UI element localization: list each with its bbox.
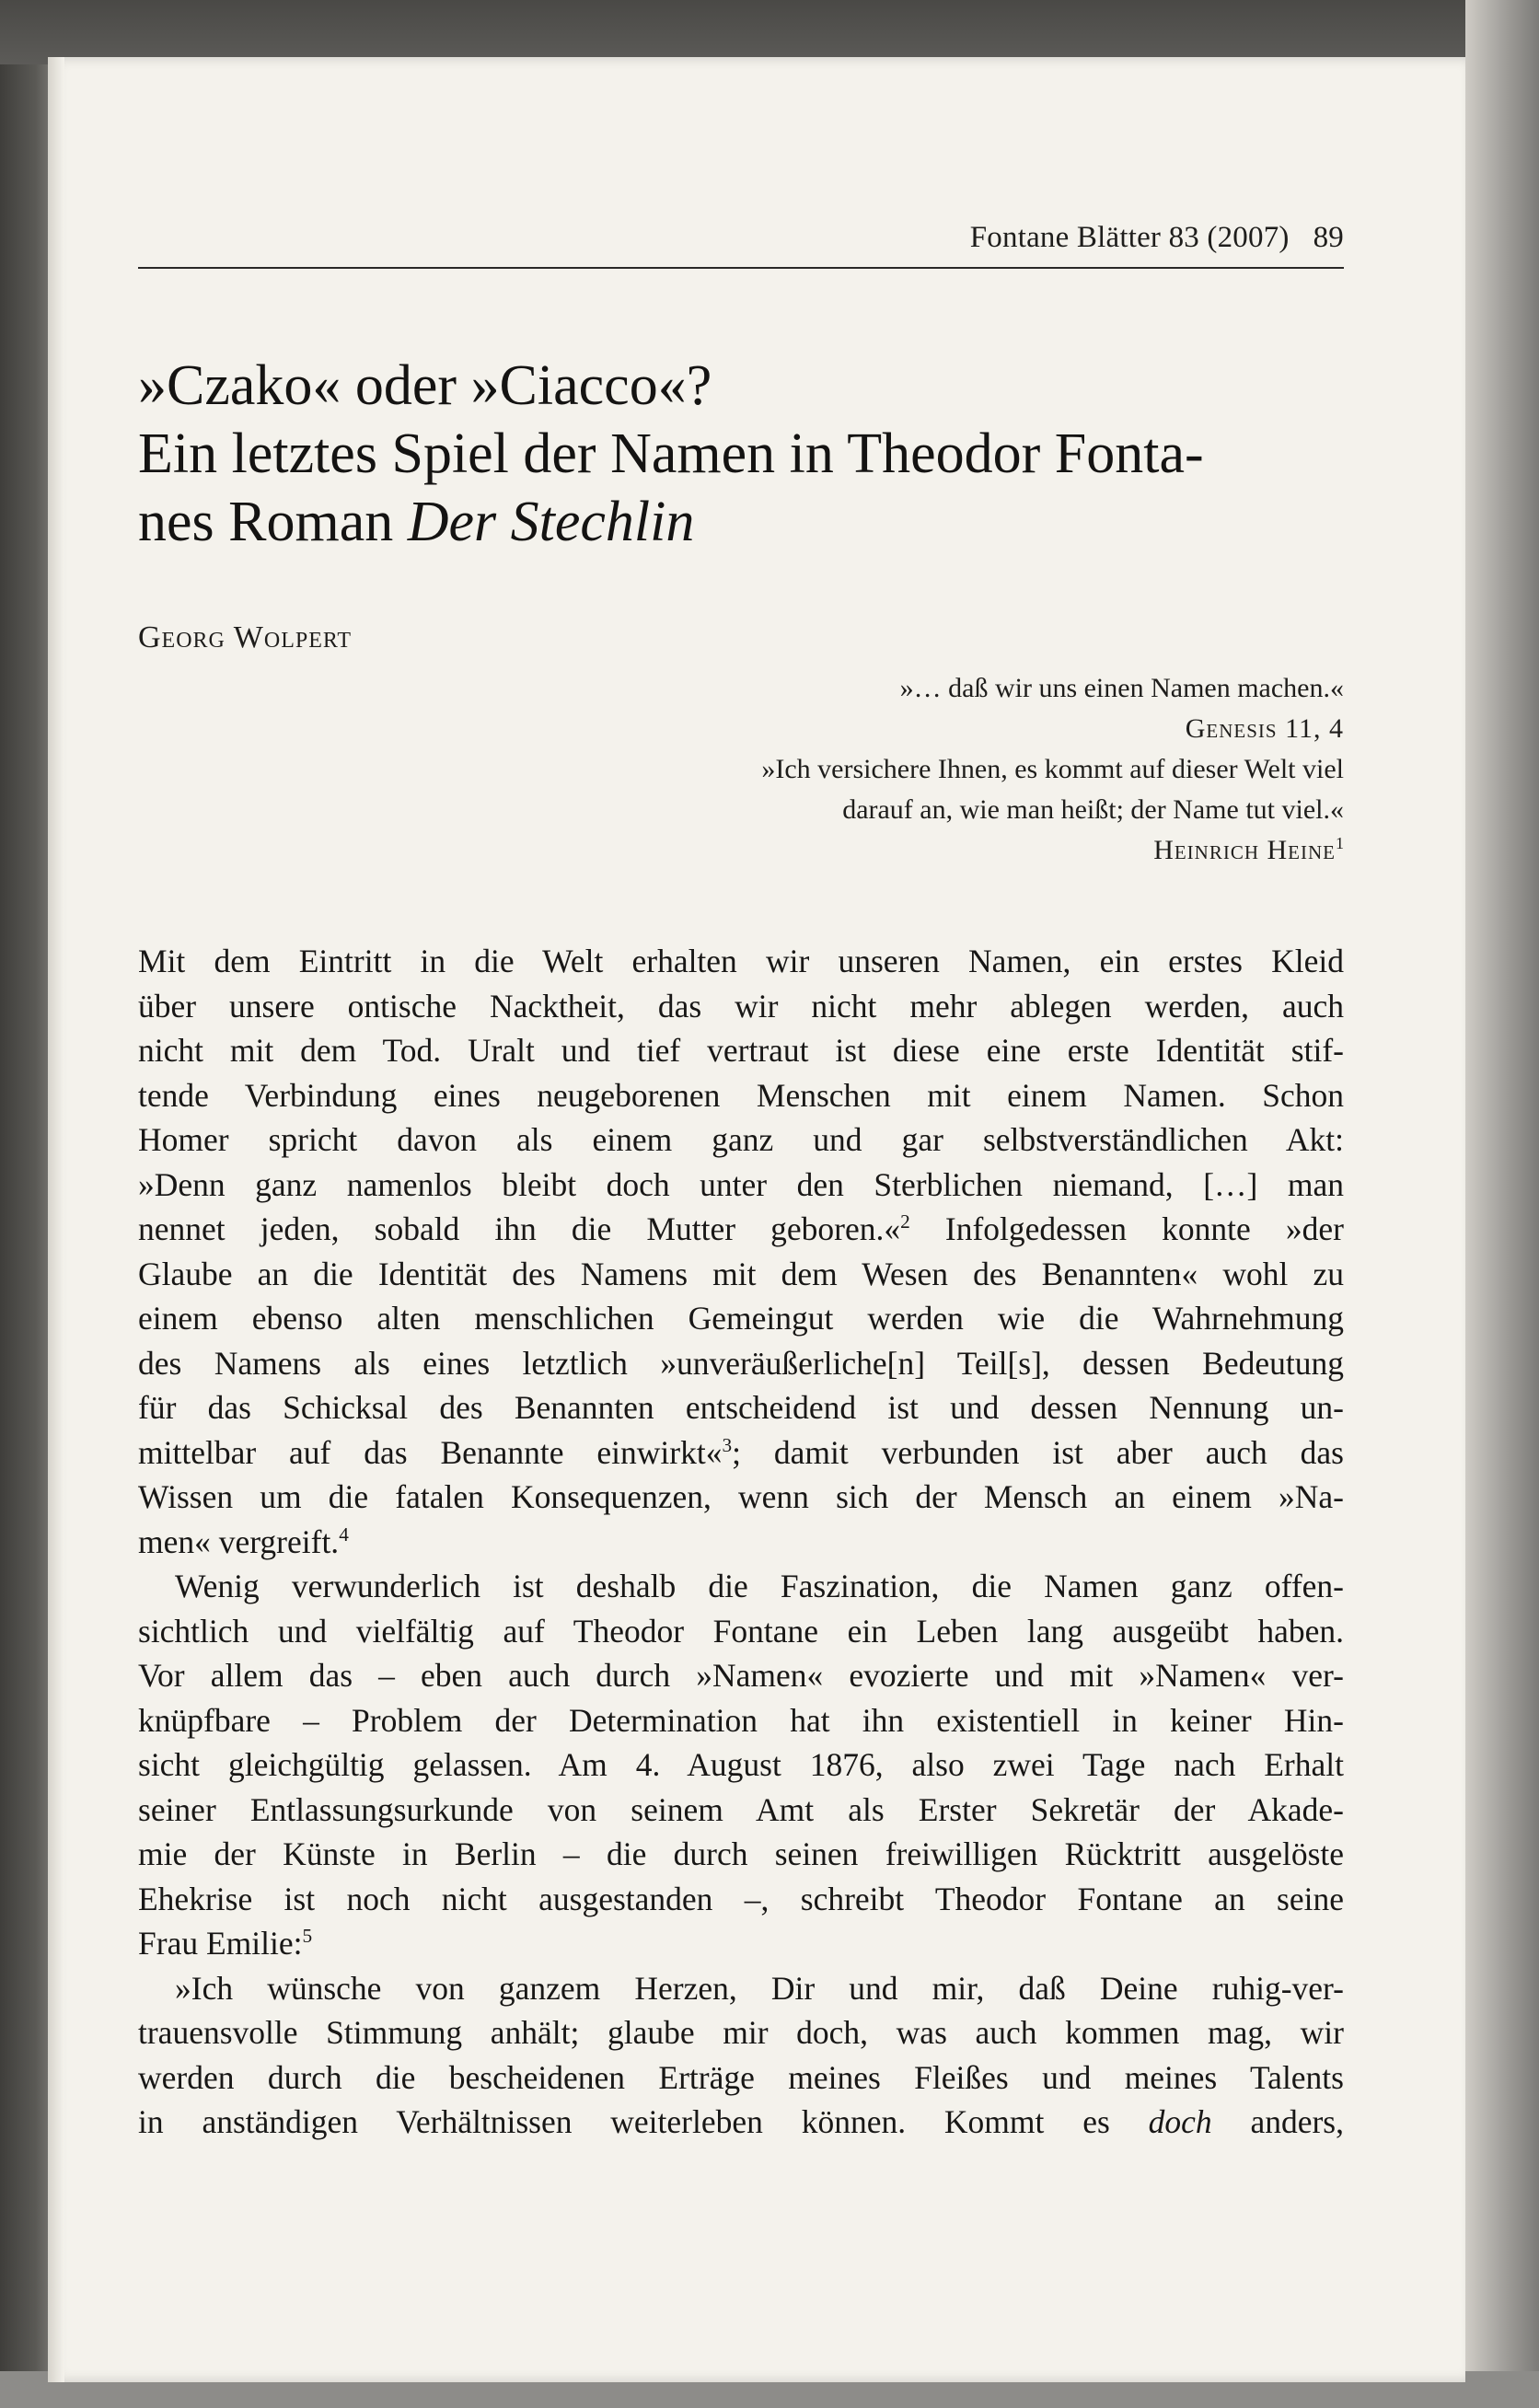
body-line: trauensvolle Stimmung anhält; glaube mir doch, was auch kommen mag, wir [138,2014,1344,2051]
epigraph-2-source-line [138,830,1344,871]
body-text: ; damit verbunden ist aber auch das [732,1433,1344,1471]
book-page [48,57,1465,2382]
body-text: in anständigen Verhältnissen weiterleben können. Kommt es [138,2103,1149,2140]
body-line: Wissen um die fatalen Konsequenzen, wenn sich der Mensch an einem »Na- [138,1478,1344,1515]
page-gutter-shadow [48,57,64,2382]
running-head [138,221,1344,255]
body-line: knüpfbare – Problem der Determination hat ihn existentiell in keiner Hin- [138,1701,1344,1739]
body-text: Infolgedessen konnte »der [909,1210,1345,1247]
body-line: für das Schicksal des Benannten entscheidend ist und dessen Nennung un- [138,1389,1344,1426]
title-line-3 [138,488,1344,556]
header-rule [138,267,1344,269]
footnote-marker: 5 [302,1925,313,1948]
article-body [138,939,1344,2145]
body-text: Frau Emilie: [138,1925,303,1962]
footnote-marker: 4 [339,1522,349,1546]
body-emphasis: doch [1148,2103,1212,2140]
body-line: Wenig verwunderlich ist deshalb die Faszination, die Namen ganz offen- [175,1568,1344,1604]
footnote-marker: 2 [900,1210,910,1233]
body-text: men« vergreift. [138,1522,340,1560]
body-line: werden durch die bescheidenen Erträge meines Fleißes und meines Talents [138,2058,1344,2096]
footnote-marker: 3 [722,1433,733,1456]
page-number: 89 [1313,221,1344,254]
body-line: sicht gleichgültig gelassen. Am 4. August 1876, also zwei Tage nach Erhalt [138,1746,1344,1783]
body-line [138,1430,1344,1476]
author-name: Georg Wolpert [138,620,353,654]
title-novel-name: Der Stechlin [407,491,695,553]
body-text: mittelbar auf das Benannte einwirkt« [138,1433,723,1471]
scan-background-right [1465,0,1539,2408]
epigraph-2-line-1: »Ich versichere Ihnen, es kommt auf dieser Welt viel [761,754,1344,784]
body-text: anders, [1211,2103,1344,2140]
body-line [138,1520,1344,1565]
scan-background-top [0,0,1539,64]
epigraph-1-source: Genesis 11, 4 [1185,713,1344,744]
body-line: mie der Künste in Berlin – die durch seinen freiwilligen Rücktritt ausgelöste [138,1835,1344,1872]
body-line: Vor allem das – eben auch durch »Namen« evozierte und mit »Namen« ver- [138,1657,1344,1694]
body-line: »Ich wünsche von ganzem Herzen, Dir und mir, daß Deine ruhig-ver- [175,1969,1344,2007]
epigraph-2-source: Heinrich Heine [1153,835,1336,865]
title-line-1: »Czako« oder »Ciacco«? [138,354,712,417]
body-line: »Denn ganz namenlos bleibt doch unter den Sterblichen niemand, […] man [138,1165,1344,1203]
body-line: sichtlich und vielfältig auf Theodor Fontane ein Leben lang ausgeübt haben. [138,1612,1344,1650]
epigraphs [138,668,1344,871]
body-line: des Namens als eines letztlich »unveräußerliche[n] Teil[s], dessen Bedeutung [138,1344,1344,1382]
epigraph-1-text: »… daß wir uns einen Namen machen.« [899,673,1344,703]
journal-title: Fontane Blätter 83 (2007) [969,221,1290,254]
body-line: über unsere ontische Nacktheit, das wir nicht mehr ablegen werden, auch [138,987,1344,1025]
body-line: Homer spricht davon als einem ganz und gar selbstverständlichen Akt: [138,1121,1344,1158]
body-text: nennet jeden, sobald ihn die Mutter geboren.« [138,1210,901,1247]
article-title [138,352,1344,556]
body-line: Glaube an die Identität des Namens mit dem Wesen des Benannten« wohl zu [138,1255,1344,1292]
title-line-2: Ein letztes Spiel der Namen in Theodor Fonta- [138,423,1204,485]
body-line: tende Verbindung eines neugeborenen Menschen mit einem Namen. Schon [138,1076,1344,1114]
body-line [138,1921,1344,1966]
body-line: nicht mit dem Tod. Uralt und tief vertraut ist diese eine erste Identität stif- [138,1032,1344,1069]
body-line [138,1207,1344,1252]
epigraph-2-line-2: darauf an, wie man heißt; der Name tut viel.« [842,794,1344,825]
body-line: Mit dem Eintritt in die Welt erhalten wir unseren Namen, ein erstes Kleid [138,943,1344,979]
body-line [138,2100,1344,2145]
footnote-marker: 1 [1336,834,1344,852]
body-line: seiner Entlassungsurkunde von seinem Amt als Erster Sekretär der Akade- [138,1790,1344,1828]
title-line-3-prefix: nes Roman [138,491,408,553]
body-line: einem ebenso alten menschlichen Gemeingut werden wie die Wahrnehmung [138,1300,1344,1337]
body-line: Ehekrise ist noch nicht ausgestanden –, schreibt Theodor Fontane an seine [138,1880,1344,1917]
